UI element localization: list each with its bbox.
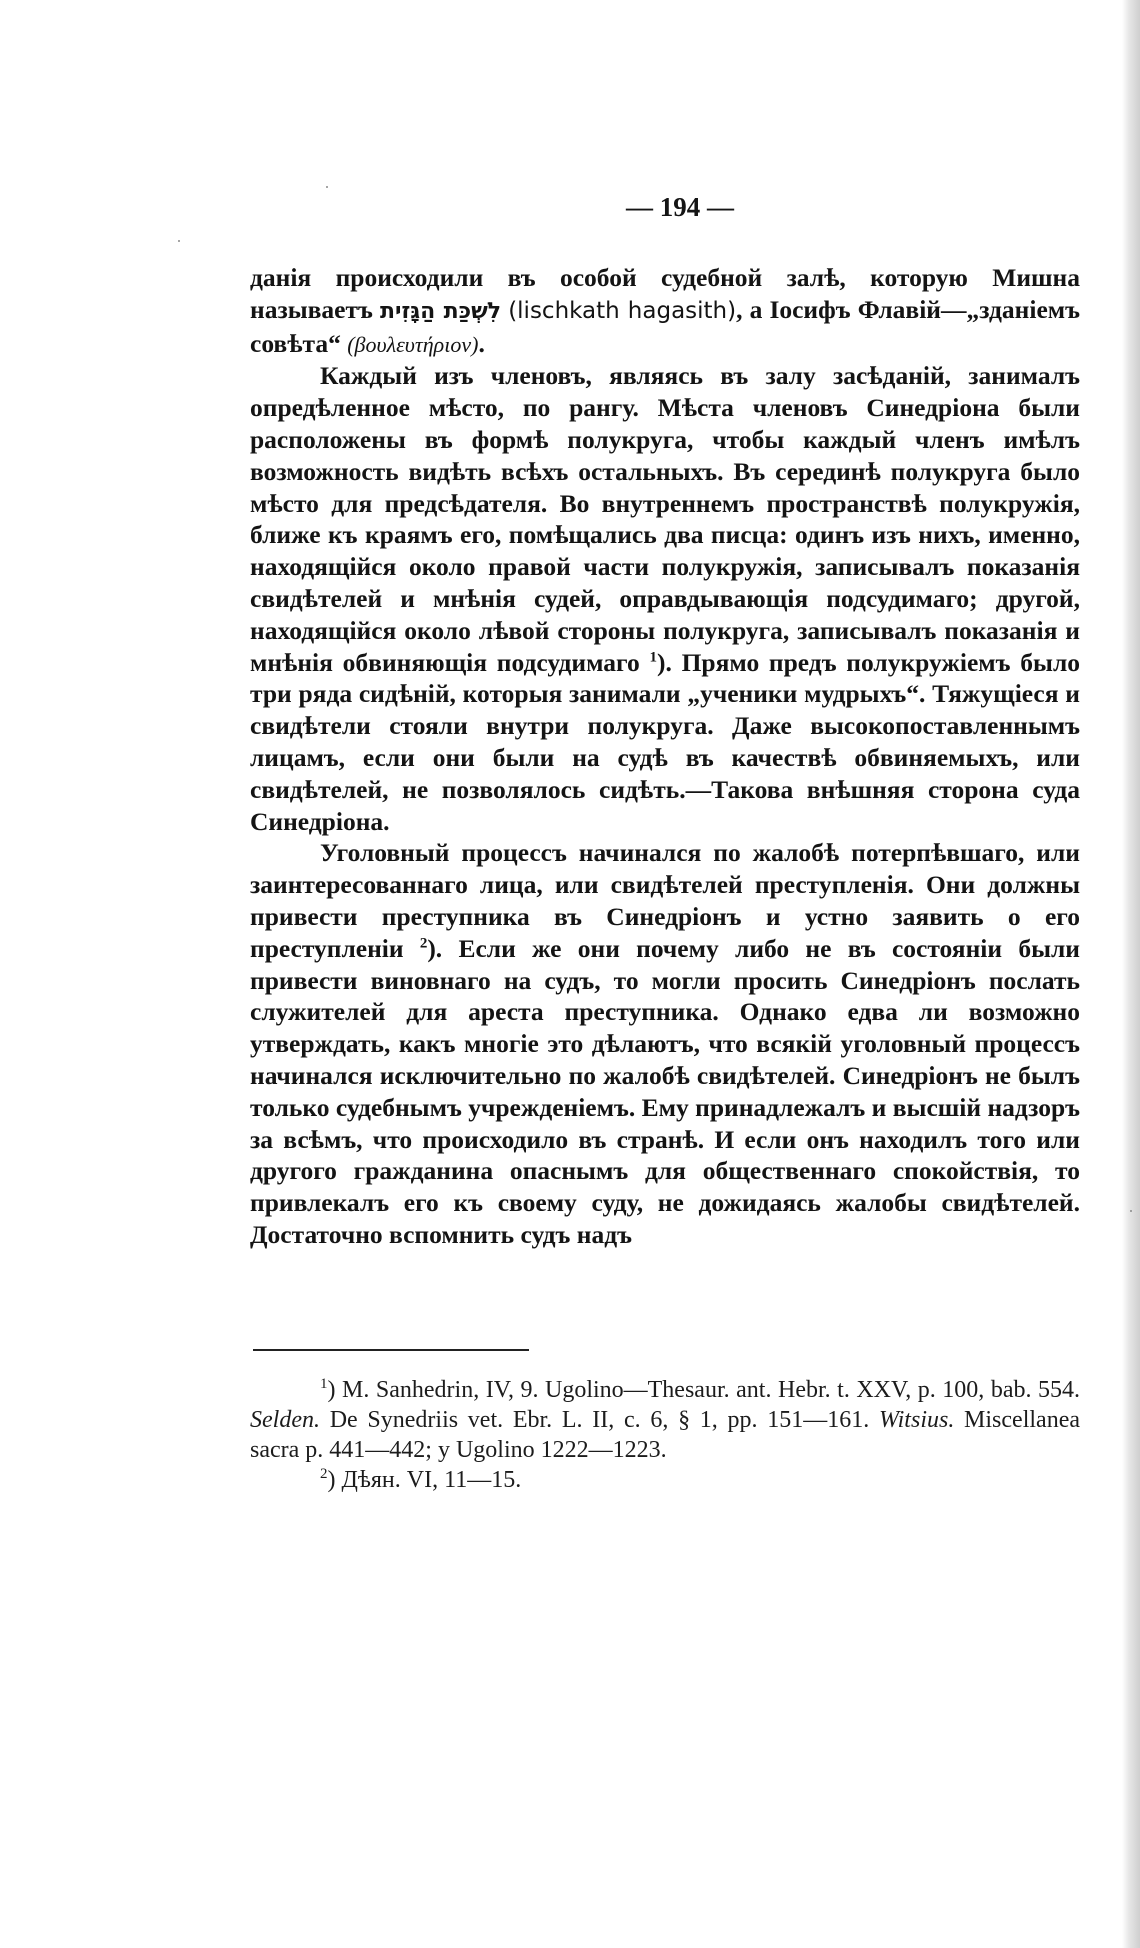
scan-speck	[1130, 1210, 1132, 1212]
transliteration: (lischkath hagasith)	[508, 297, 737, 324]
author-selden: Selden.	[250, 1407, 320, 1433]
footnote-ref-1[interactable]: 1	[649, 649, 657, 666]
footnote-2: $^2$) Дѣян. VI, 11—15.	[320, 1466, 522, 1493]
scan-speck	[178, 240, 180, 242]
page-edge-shadow	[1122, 0, 1140, 1948]
page-number: — 194 —	[626, 192, 734, 222]
footnotes	[250, 1375, 1080, 1495]
author-witsius: Witsius.	[878, 1407, 955, 1433]
paragraph-1: данія происходили въ особой судебной залѣ, которую Мишна называетъ לִשְׁכַּת הַגָּזִית (lischkath hagasith), a Іосифъ Флавій—„зданіемъ совѣта“ (βουλευτήριον).	[250, 263, 1080, 358]
paragraph-2: Каждый изъ членовъ, являясь въ залу засѣданій, занималъ опредѣленное мѣсто, по рангу. Мѣста членовъ Синедріона были расположены въ формѣ полукруга, чтобы каждый членъ имѣлъ возможность видѣть всѣхъ остальныхъ. Въ серединѣ полукруга было мѣсто для предсѣдателя. Во внутреннемъ пространствѣ полукружія, ближе къ краямъ его, помѣщались два писца: одинъ изъ нихъ, именно, находящійся около правой части полукружія, записывалъ показанія свидѣтелей и мнѣнія судей, оправдывающія подсудимаго; другой, находящійся около лѣвой стороны полукруга, записывалъ показанія и мнѣнія обвиняющія подсудимаго $^1$). Прямо предъ полукружіемъ было три ряда сидѣній, которыя занимали „ученики мудрыхъ“. Тяжущіеся и свидѣтели стояли внутри полукруга. Даже высокопоставленнымъ лицамъ, если они были на судѣ въ качествѣ обвиняемыхъ, или свидѣтелей, не позволялось сидѣть.—Такова внѣшняя сторона суда Синедріона.	[250, 361, 1081, 836]
footnote-ref-2[interactable]: 2	[419, 935, 428, 952]
paragraph-3: Уголовный процессъ начинался по жалобѣ потерпѣвшаго, или заинтересованнаго лица, или свидѣтелей преступленія. Они должны привести преступника въ Синедріонъ и устно заявить о его преступленіи $^2$). Если же они почему либо не въ состояніи были привести виновнаго на судъ, то могли просить Синедріонъ послать служителей для ареста преступника. Однако едва ли возможно утверждать, какъ многіе это дѣлаютъ, что всякій уголовный процессъ начинался исключительно по жалобѣ свидѣтелей. Синедріонъ не былъ только судебнымъ учрежденіемъ. Ему принадлежалъ и высшій надзоръ за всѣмъ, что происходило въ странѣ. И если онъ находилъ того или другого гражданина опаснымъ для общественнаго спокойствія, то привлекалъ его къ своему суду, не дожидаясь жалобы свидѣтелей. Достаточно вспомнить судъ надъ	[250, 838, 1080, 1249]
footnote-divider	[253, 1349, 529, 1351]
footnote-marker-1: 1	[320, 1376, 328, 1392]
hebrew-term: לִשְׁכַּת הַגָּזִית	[379, 298, 502, 324]
scan-speck	[326, 186, 328, 188]
footnote-marker-2: 2	[320, 1466, 328, 1482]
footnote-1: $^1$) M. Sanhedrin, IV, 9. Ugolino—Thesaur. ant. Hebr. t. XXV, p. 100, bab. 554. Selden. De Synedriis vet. Ebr. L. II, c. 6, § 1, pp. 151—161. Witsius. Miscellanea sacra p. 441—442; y Ugolino 1222—1223.	[250, 1376, 1080, 1463]
greek-term: (βουλευτήριον)	[347, 331, 479, 357]
main-text	[250, 262, 1080, 1251]
